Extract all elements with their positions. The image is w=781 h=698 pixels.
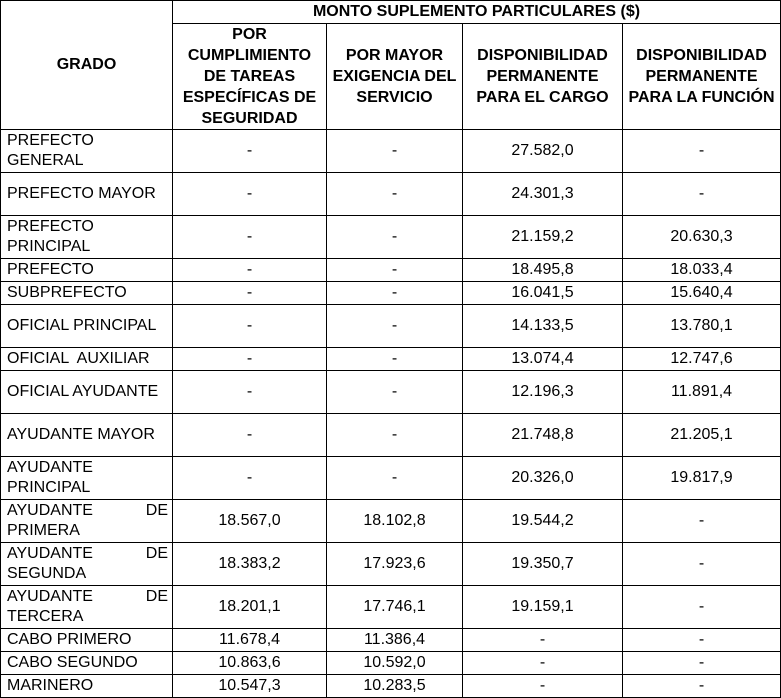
value-cell: 10.863,6	[173, 652, 327, 675]
value-cell: 24.301,3	[463, 173, 623, 216]
table-row	[1, 675, 781, 698]
table-row	[1, 652, 781, 675]
value-cell: 18.033,4	[623, 259, 781, 282]
value-cell: -	[173, 173, 327, 216]
value-cell: 21.159,2	[463, 216, 623, 259]
column-header-disponibilidad-cargo: DISPONIBILIDAD PERMANENTE PARA EL CARGO	[463, 24, 623, 130]
value-cell: 18.567,0	[173, 500, 327, 543]
value-cell: -	[327, 282, 463, 305]
table-row	[1, 173, 781, 216]
value-cell: 10.547,3	[173, 675, 327, 698]
value-cell: 15.640,4	[623, 282, 781, 305]
grade-cell: PREFECTO PRINCIPAL	[1, 216, 173, 259]
column-header-tareas-especificas: POR CUMPLIMIENTO DE TAREAS ESPECÍFICAS DE SEGURIDAD	[173, 24, 327, 130]
value-cell: 27.582,0	[463, 130, 623, 173]
table-row	[1, 543, 781, 586]
value-cell: 21.205,1	[623, 414, 781, 457]
value-cell: 18.102,8	[327, 500, 463, 543]
value-cell: 12.747,6	[623, 348, 781, 371]
value-cell: -	[173, 348, 327, 371]
value-cell: 21.748,8	[463, 414, 623, 457]
value-cell: 20.326,0	[463, 457, 623, 500]
value-cell: 19.159,1	[463, 586, 623, 629]
value-cell: -	[327, 457, 463, 500]
value-cell: -	[173, 216, 327, 259]
grade-cell: PREFECTO	[1, 259, 173, 282]
grade-cell: PREFECTO GENERAL	[1, 130, 173, 173]
grade-cell: AYUDANTE DE PRIMERA	[1, 500, 173, 543]
value-cell: -	[173, 414, 327, 457]
value-cell: -	[327, 130, 463, 173]
grade-cell: PREFECTO MAYOR	[1, 173, 173, 216]
value-cell: -	[173, 282, 327, 305]
grade-cell: OFICIAL PRINCIPAL	[1, 305, 173, 348]
value-cell: -	[173, 371, 327, 414]
value-cell: -	[463, 652, 623, 675]
table-row	[1, 414, 781, 457]
value-cell: 17.746,1	[327, 586, 463, 629]
grade-cell: AYUDANTE DE SEGUNDA	[1, 543, 173, 586]
table-row	[1, 305, 781, 348]
table-row	[1, 371, 781, 414]
value-cell: 11.678,4	[173, 629, 327, 652]
value-cell: 18.201,1	[173, 586, 327, 629]
value-cell: -	[623, 543, 781, 586]
column-header-mayor-exigencia: POR MAYOR EXIGENCIA DEL SERVICIO	[327, 24, 463, 130]
value-cell: -	[173, 259, 327, 282]
value-cell: -	[623, 675, 781, 698]
grade-cell: AYUDANTE PRINCIPAL	[1, 457, 173, 500]
value-cell: -	[623, 586, 781, 629]
value-cell: 18.495,8	[463, 259, 623, 282]
grade-cell: SUBPREFECTO	[1, 282, 173, 305]
value-cell: -	[173, 457, 327, 500]
value-cell: -	[463, 629, 623, 652]
table-title: MONTO SUPLEMENTO PARTICULARES ($)	[173, 1, 781, 24]
table-row	[1, 216, 781, 259]
grade-cell: OFICIAL AYUDANTE	[1, 371, 173, 414]
value-cell: -	[327, 173, 463, 216]
table-row	[1, 500, 781, 543]
value-cell: -	[463, 675, 623, 698]
grade-cell: CABO SEGUNDO	[1, 652, 173, 675]
table-row	[1, 457, 781, 500]
value-cell: -	[623, 629, 781, 652]
table-row	[1, 259, 781, 282]
table-row	[1, 348, 781, 371]
value-cell: -	[623, 500, 781, 543]
table-row	[1, 282, 781, 305]
value-cell: -	[327, 414, 463, 457]
value-cell: 13.074,4	[463, 348, 623, 371]
value-cell: -	[623, 652, 781, 675]
value-cell: 19.350,7	[463, 543, 623, 586]
value-cell: 10.592,0	[327, 652, 463, 675]
value-cell: -	[327, 216, 463, 259]
value-cell: -	[327, 348, 463, 371]
grade-cell: AYUDANTE DE TERCERA	[1, 586, 173, 629]
table-row	[1, 130, 781, 173]
value-cell: 19.544,2	[463, 500, 623, 543]
value-cell: 18.383,2	[173, 543, 327, 586]
column-header-disponibilidad-funcion: DISPONIBILIDAD PERMANENTE PARA LA FUNCIÓN	[623, 24, 781, 130]
value-cell: 14.133,5	[463, 305, 623, 348]
value-cell: -	[623, 173, 781, 216]
value-cell: -	[327, 305, 463, 348]
value-cell: 13.780,1	[623, 305, 781, 348]
table-row	[1, 629, 781, 652]
value-cell: 16.041,5	[463, 282, 623, 305]
grade-header: GRADO	[1, 1, 173, 130]
value-cell: 17.923,6	[327, 543, 463, 586]
grade-cell: CABO PRIMERO	[1, 629, 173, 652]
value-cell: 11.386,4	[327, 629, 463, 652]
table-row	[1, 586, 781, 629]
grade-cell: OFICIAL AUXILIAR	[1, 348, 173, 371]
grade-cell: AYUDANTE MAYOR	[1, 414, 173, 457]
value-cell: 12.196,3	[463, 371, 623, 414]
value-cell: 20.630,3	[623, 216, 781, 259]
value-cell: 11.891,4	[623, 371, 781, 414]
grade-cell: MARINERO	[1, 675, 173, 698]
value-cell: -	[327, 259, 463, 282]
value-cell: 19.817,9	[623, 457, 781, 500]
value-cell: -	[327, 371, 463, 414]
value-cell: 10.283,5	[327, 675, 463, 698]
value-cell: -	[173, 130, 327, 173]
value-cell: -	[173, 305, 327, 348]
value-cell: -	[623, 130, 781, 173]
